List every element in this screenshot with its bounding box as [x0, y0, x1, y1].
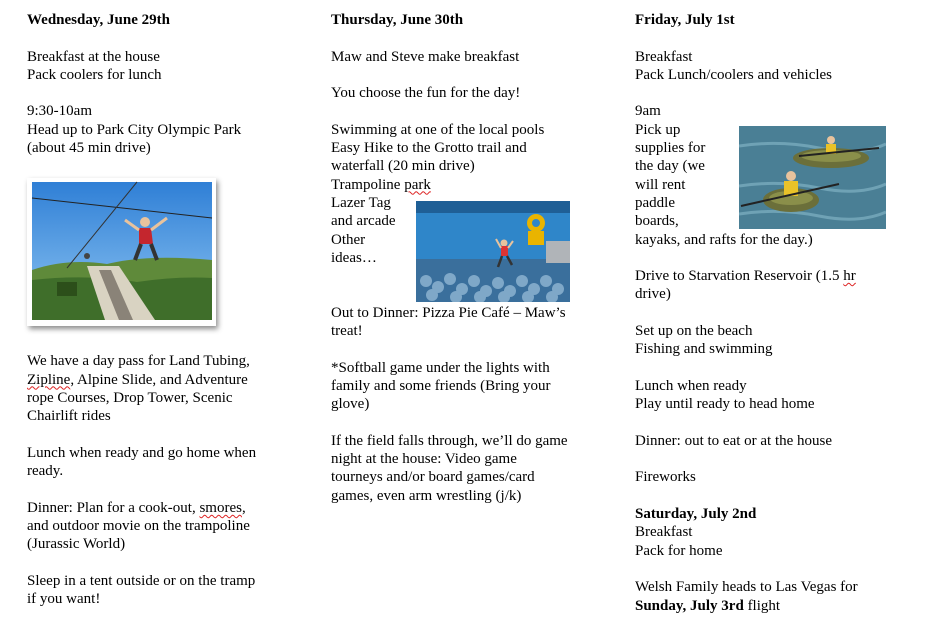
fri-beach-line2: Fishing and swimming — [635, 341, 773, 358]
park-word: park — [404, 176, 431, 193]
wed-pass-line3: rope Courses, Drop Tower, Scenic — [27, 389, 233, 406]
thu-game-line3: tourneys and/or board games/card — [331, 469, 535, 486]
raft-photo — [739, 126, 886, 229]
wed-sleep-line1: Sleep in a tent outside or on the tramp — [27, 572, 256, 589]
thu-line-choose: You choose the fun for the day! — [331, 85, 521, 102]
wed-line-breakfast: Breakfast at the house — [27, 48, 160, 65]
wed-pass-line1: We have a day pass for Land Tubing, — [27, 353, 250, 370]
wed-dinner-line1: Dinner: Plan for a cook-out, smores, — [27, 499, 246, 516]
friday-heading: Friday, July 1st — [635, 12, 735, 28]
zipline-image — [27, 178, 216, 326]
fri-drive-line1: Drive to Starvation Reservoir (1.5 hr — [635, 268, 856, 285]
zipline-word: Zipline — [27, 371, 71, 388]
fri-line-pickup: Pick up — [635, 121, 681, 138]
trampoline-photo — [416, 201, 570, 302]
fri-line-time: 9am — [635, 103, 661, 120]
thu-game-line4: games, even arm wrestling (j/k) — [331, 487, 522, 504]
zipline-photo — [27, 178, 216, 326]
wed-line-coolers: Pack coolers for lunch — [27, 66, 162, 83]
welsh-line2: Sunday, July 3rd flight — [635, 597, 781, 614]
sat-line-breakfast: Breakfast — [635, 524, 693, 541]
thu-dinner-line1: Out to Dinner: Pizza Pie Café – Maw’s — [331, 304, 566, 321]
fri-line-breakfast: Breakfast — [635, 48, 693, 65]
wed-dinner-line3: (Jurassic World) — [27, 536, 126, 553]
thu-line-lazer: Lazer Tag — [331, 194, 391, 211]
sat-line-pack: Pack for home — [635, 542, 723, 559]
thu-line-arcade: and arcade — [331, 213, 396, 230]
fri-lunch-line2: Play until ready to head home — [635, 396, 815, 413]
thu-line-hike: Easy Hike to the Grotto trail and — [331, 140, 527, 157]
thu-line-ideas: ideas… — [331, 249, 377, 266]
wed-pass-line2: Zipline, Alpine Slide, and Adventure — [27, 371, 248, 388]
raft-image — [739, 126, 886, 229]
smores-word: smores — [199, 499, 242, 516]
wed-line-time: 9:30-10am — [27, 103, 92, 120]
saturday-heading: Saturday, July 2nd — [635, 506, 757, 523]
fri-line-paddle: paddle — [635, 194, 675, 211]
friday-column — [635, 11, 915, 615]
thu-softball-line1: *Softball game under the lights with — [331, 359, 550, 376]
fri-line-theday: the day (we — [635, 158, 705, 175]
welsh-line1: Welsh Family heads to Las Vegas for — [635, 579, 858, 596]
thu-line-other: Other — [331, 231, 366, 248]
wed-sleep-line2: if you want! — [27, 591, 101, 608]
wed-lunch-line1: Lunch when ready and go home when — [27, 444, 257, 461]
fri-lunch-line1: Lunch when ready — [635, 377, 747, 394]
hr-word: hr — [843, 268, 856, 285]
fri-line-boards: boards, — [635, 213, 679, 230]
fri-fireworks-line: Fireworks — [635, 469, 696, 486]
thu-softball-line2: family and some friends (Bring your — [331, 377, 551, 394]
thursday-heading: Thursday, June 30th — [331, 12, 464, 28]
fri-line-pack: Pack Lunch/coolers and vehicles — [635, 66, 833, 83]
thu-softball-line3: glove) — [331, 396, 370, 413]
fri-drive-line2: drive) — [635, 286, 671, 303]
wed-pass-line4: Chairlift rides — [27, 408, 111, 425]
wed-line-drive: (about 45 min drive) — [27, 140, 151, 157]
wed-dinner-line2: and outdoor movie on the trampoline — [27, 518, 250, 535]
wednesday-heading: Wednesday, June 29th — [27, 12, 170, 28]
thu-game-line2: night at the house: Video game — [331, 451, 517, 468]
fri-line-willrent: will rent — [635, 176, 686, 193]
thu-line-trampoline: Trampoline park — [331, 176, 431, 193]
fri-beach-line1: Set up on the beach — [635, 323, 753, 340]
fri-line-supplies: supplies for — [635, 140, 706, 157]
wed-line-park: Head up to Park City Olympic Park — [27, 121, 242, 138]
wed-lunch-line2: ready. — [27, 463, 64, 480]
fri-dinner-line: Dinner: out to eat or at the house — [635, 432, 833, 449]
thu-line-breakfast: Maw and Steve make breakfast — [331, 48, 520, 65]
fri-line-kayaks: kayaks, and rafts for the day.) — [635, 231, 813, 248]
trampoline-image — [416, 201, 570, 302]
sunday-date: Sunday, July 3rd — [635, 597, 744, 614]
thu-game-line1: If the field falls through, we’ll do game — [331, 432, 568, 449]
thu-line-waterfall: waterfall (20 min drive) — [331, 158, 475, 175]
thu-dinner-line2: treat! — [331, 323, 363, 340]
thu-line-swimming: Swimming at one of the local pools — [331, 121, 545, 138]
